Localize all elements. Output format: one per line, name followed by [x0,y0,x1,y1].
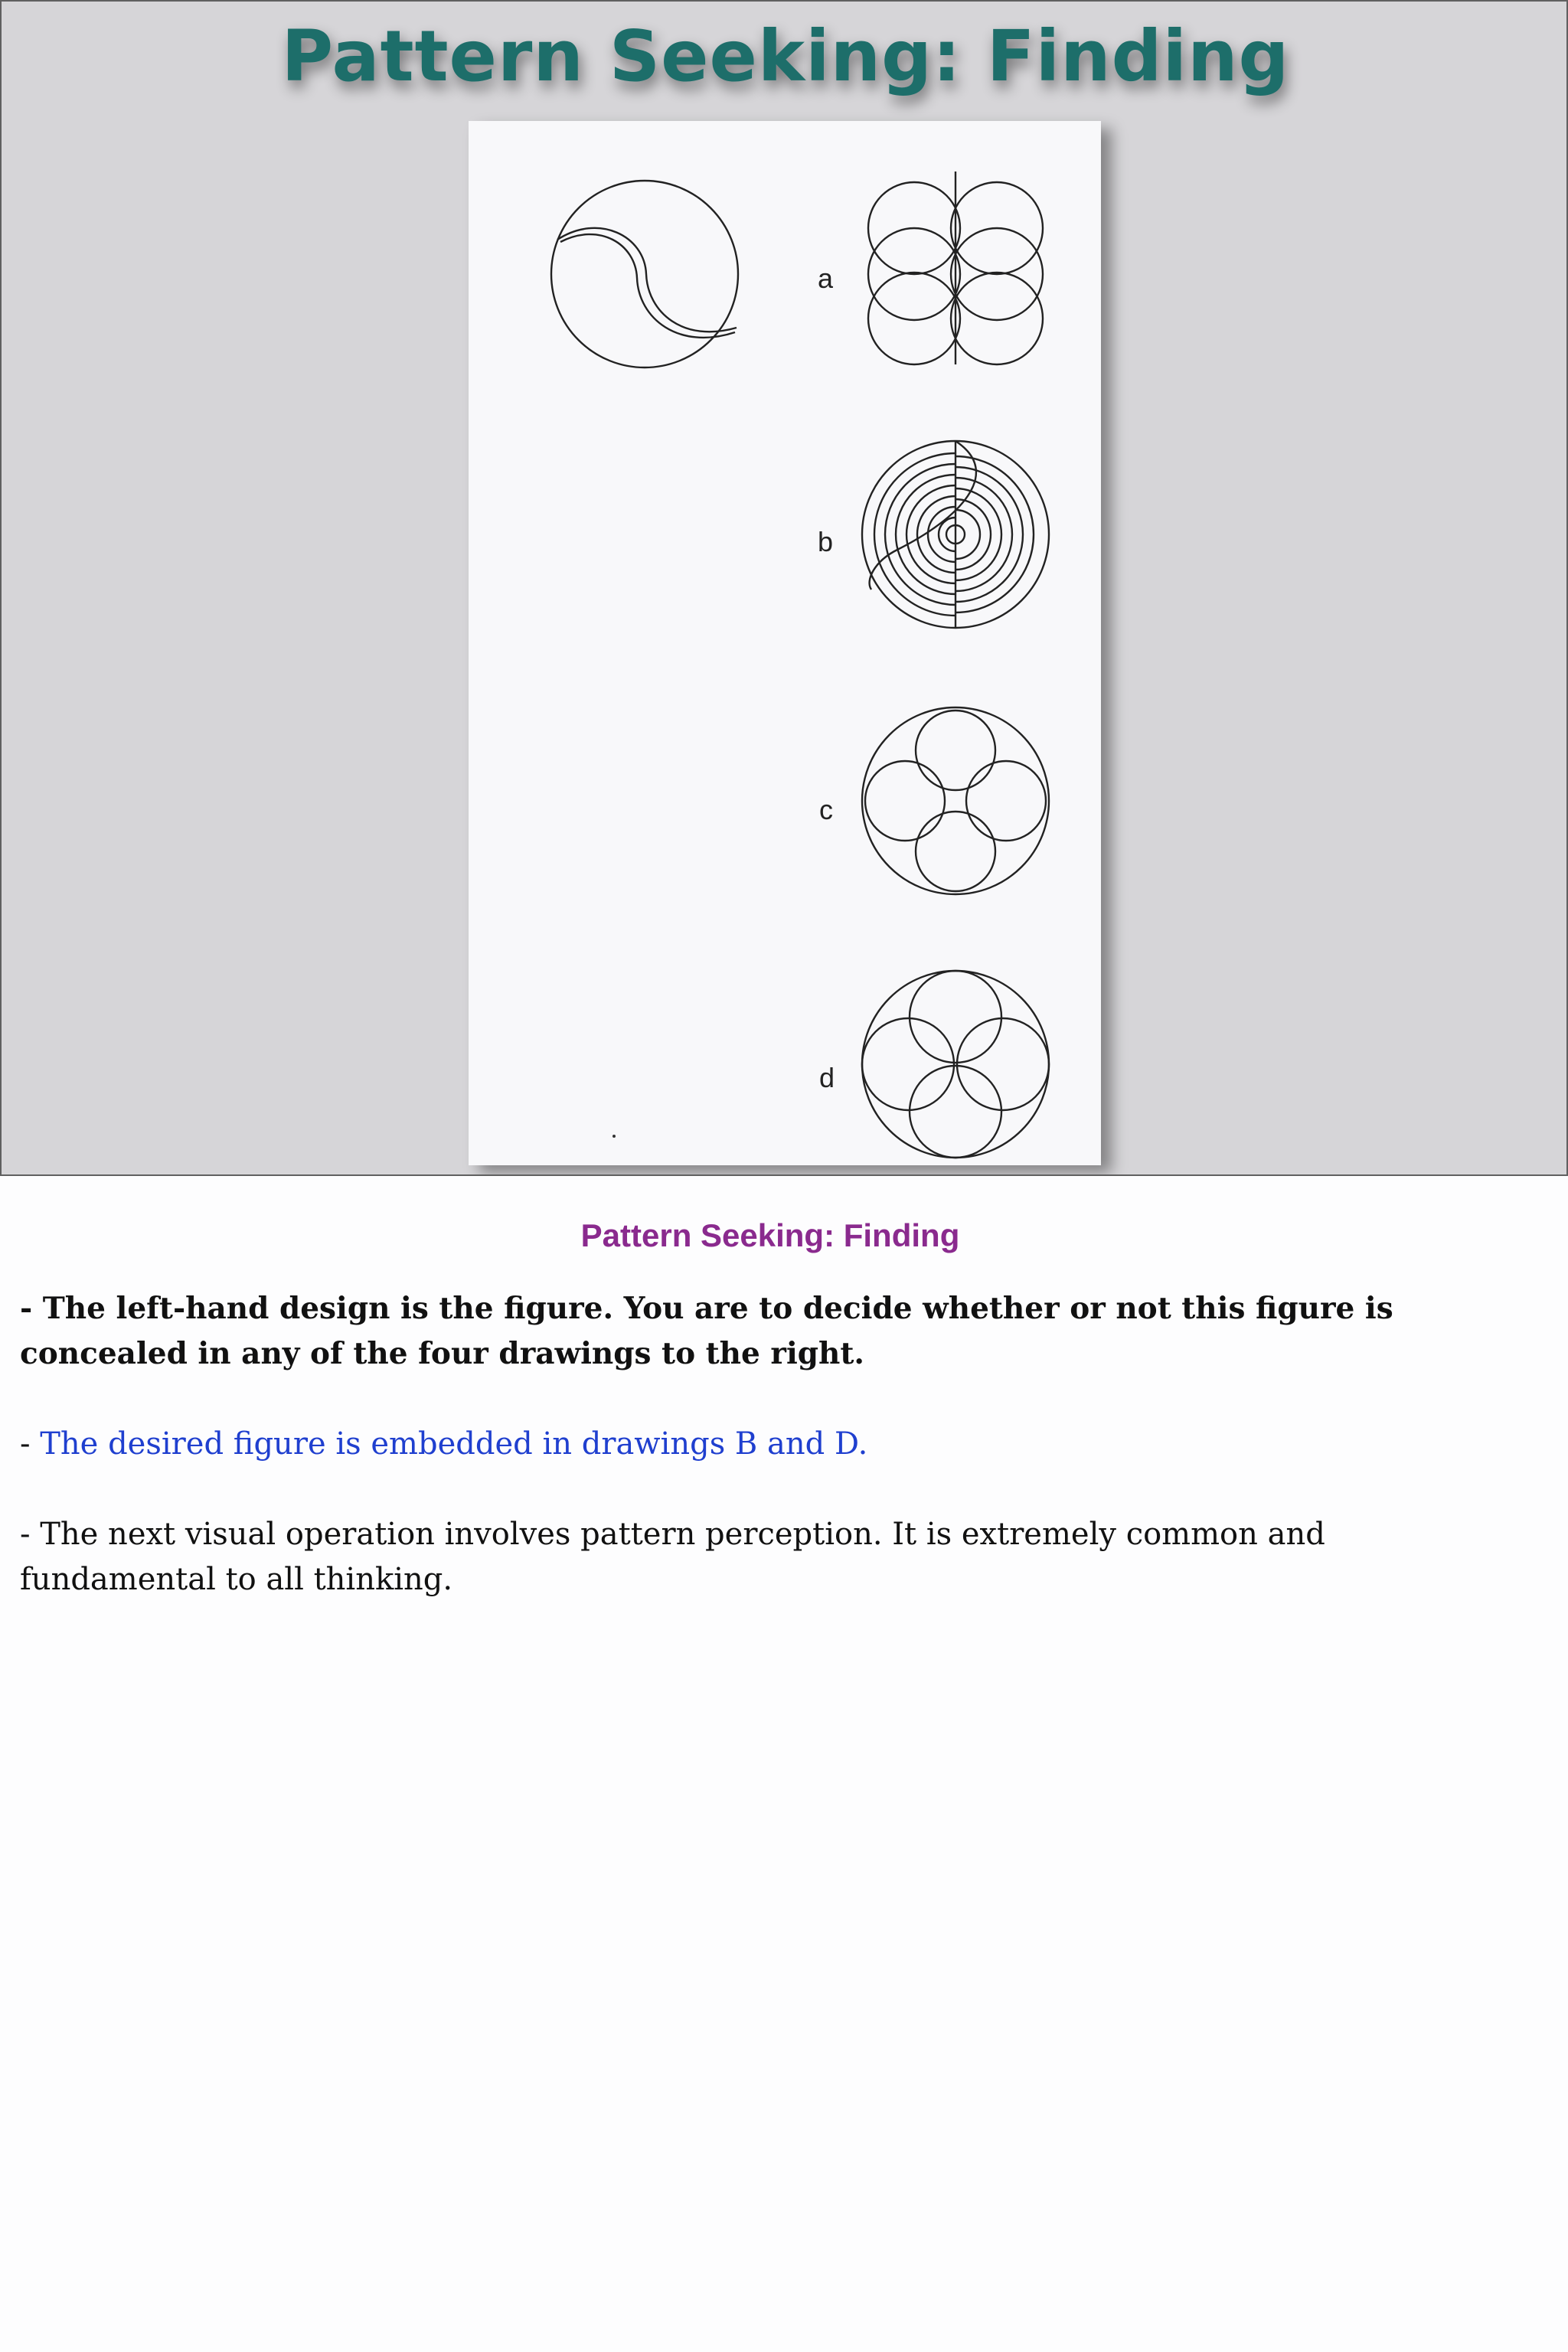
drawing-b [862,441,1049,628]
note-figure-instruction: - The left-hand design is the figure. You are to decide whether or not this figure is concealed in any of the four drawings to the right. [20,1291,1393,1371]
figure-image [469,121,1101,1165]
note-next-operation: - The next visual operation involves pattern perception. It is extremely common and fundamental to all thinking. [20,1517,1325,1597]
target-figure [551,181,738,368]
drawing-c [862,707,1049,894]
notes-title: Pattern Seeking: Finding [580,1217,960,1253]
label-c: c [819,794,833,825]
note-answer-prefix: - [20,1426,41,1462]
speaker-notes [20,1217,1498,1648]
drawing-a [868,172,1043,364]
label-d: d [819,1062,835,1093]
label-b: b [818,526,834,557]
note-answer [20,1422,1498,1467]
slide-title: Pattern Seeking: Finding [281,15,1290,97]
note-answer-text: The desired figure is embedded in drawings B and D. [40,1426,868,1462]
speck [612,1135,616,1138]
drawing-d [862,971,1049,1158]
label-a: a [818,263,834,294]
